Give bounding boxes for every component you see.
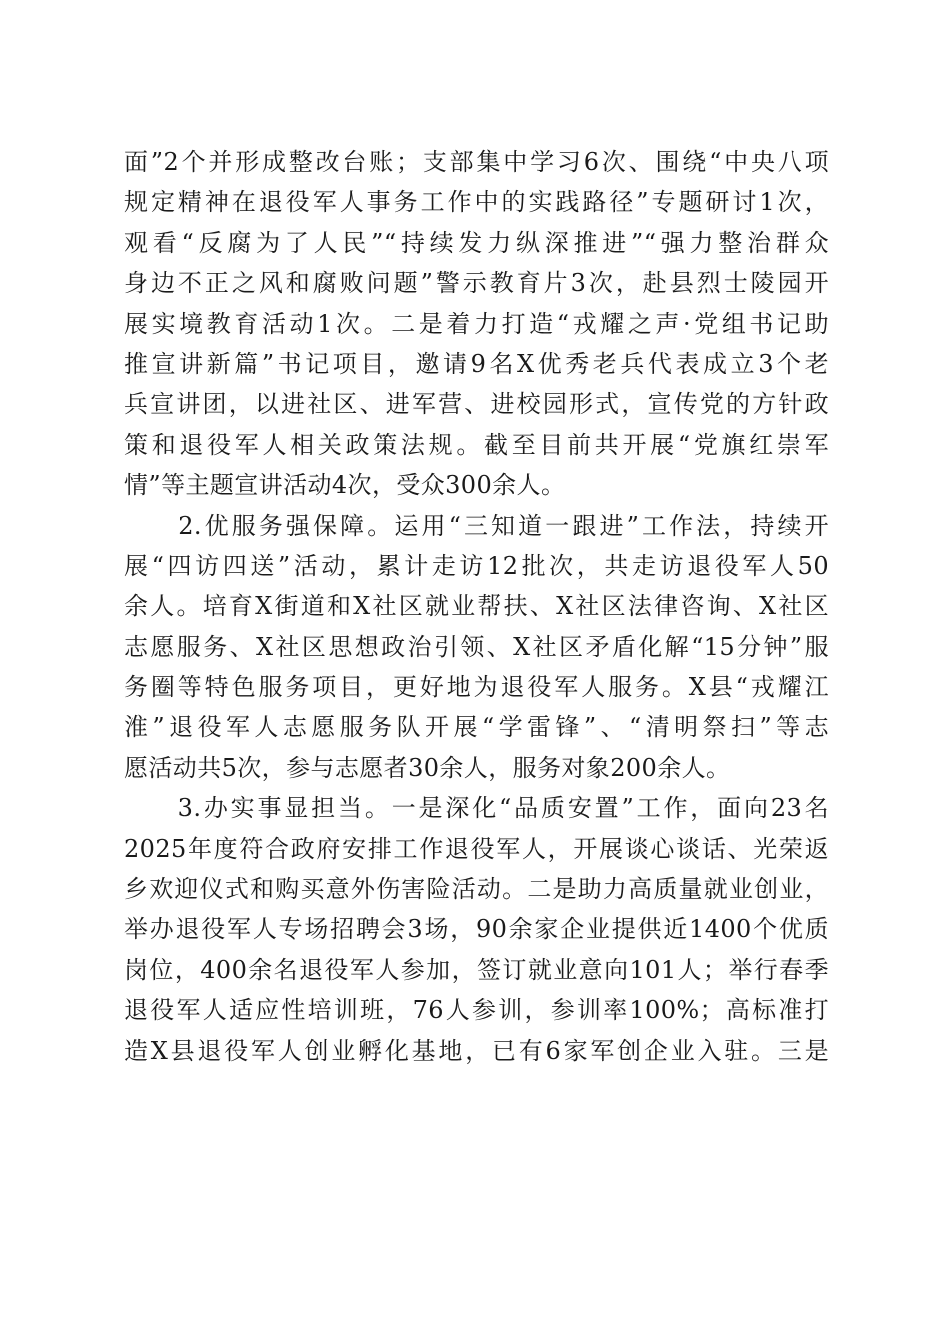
text-line: 志愿服务、X社区思想政治引领、X社区矛盾化解“15分钟”服 [124, 632, 829, 661]
document-body [124, 142, 829, 1071]
paragraph-service-guarantee [124, 506, 829, 789]
text-line: 展“四访四送”活动，累计走访12批次，共走访退役军人50 [124, 551, 829, 580]
text-line: 观看“反腐为了人民”“持续发力纵深推进”“强力整治群众 [124, 228, 829, 257]
paragraph-party-building [124, 142, 829, 506]
text-line: 身边不正之风和腐败问题”警示教育片3次，赴县烈士陵园开 [124, 269, 829, 298]
text-line: 务圈等特色服务项目，更好地为退役军人服务。X县“戎耀江 [124, 673, 829, 702]
text-line: 推宣讲新篇”书记项目，邀请9名X优秀老兵代表成立3个老 [124, 349, 829, 378]
text-line: 举办退役军人专场招聘会3场，90余家企业提供近1400个优质 [124, 915, 829, 944]
text-line: 面”2个并形成整改台账；支部集中学习6次、围绕“中央八项 [124, 148, 829, 176]
paragraph-practical-affairs [124, 788, 829, 1071]
text-line: 退役军人适应性培训班，76人参训，参训率100%；高标准打 [124, 996, 829, 1025]
text-line: 兵宣讲团，以进社区、进军营、进校园形式，宣传党的方针政 [124, 390, 829, 419]
text-line: 2025年度符合政府安排工作退役军人，开展谈心谈话、光荣返 [124, 834, 829, 863]
text-line: 情”等主题宣讲活动4次，受众300余人。 [124, 471, 566, 500]
text-line: 造X县退役军人创业孵化基地，已有6家军创企业入驻。三是 [124, 1036, 829, 1065]
text-line: 3.办实事显担当。一是深化“品质安置”工作，面向23名 [124, 794, 829, 823]
text-line: 余人。培育X街道和X社区就业帮扶、X社区法律咨询、X社区 [124, 592, 829, 621]
text-line: 岗位，400余名退役军人参加，签订就业意向101人；举行春季 [124, 955, 829, 984]
text-line: 策和退役军人相关政策法规。截至目前共开展“党旗红崇军 [124, 430, 829, 459]
text-line: 规定精神在退役军人事务工作中的实践路径”专题研讨1次， [124, 188, 829, 217]
text-line: 2.优服务强保障。运用“三知道一跟进”工作法，持续开 [124, 511, 829, 540]
text-line: 淮”退役军人志愿服务队开展“学雷锋”、“清明祭扫”等志 [124, 713, 829, 742]
text-line: 乡欢迎仪式和购买意外伤害险活动。二是助力高质量就业创业， [124, 875, 829, 904]
text-line: 展实境教育活动1次。二是着力打造“戎耀之声·党组书记助 [124, 309, 829, 338]
text-line: 愿活动共5次，参与志愿者30余人，服务对象200余人。 [124, 753, 731, 782]
